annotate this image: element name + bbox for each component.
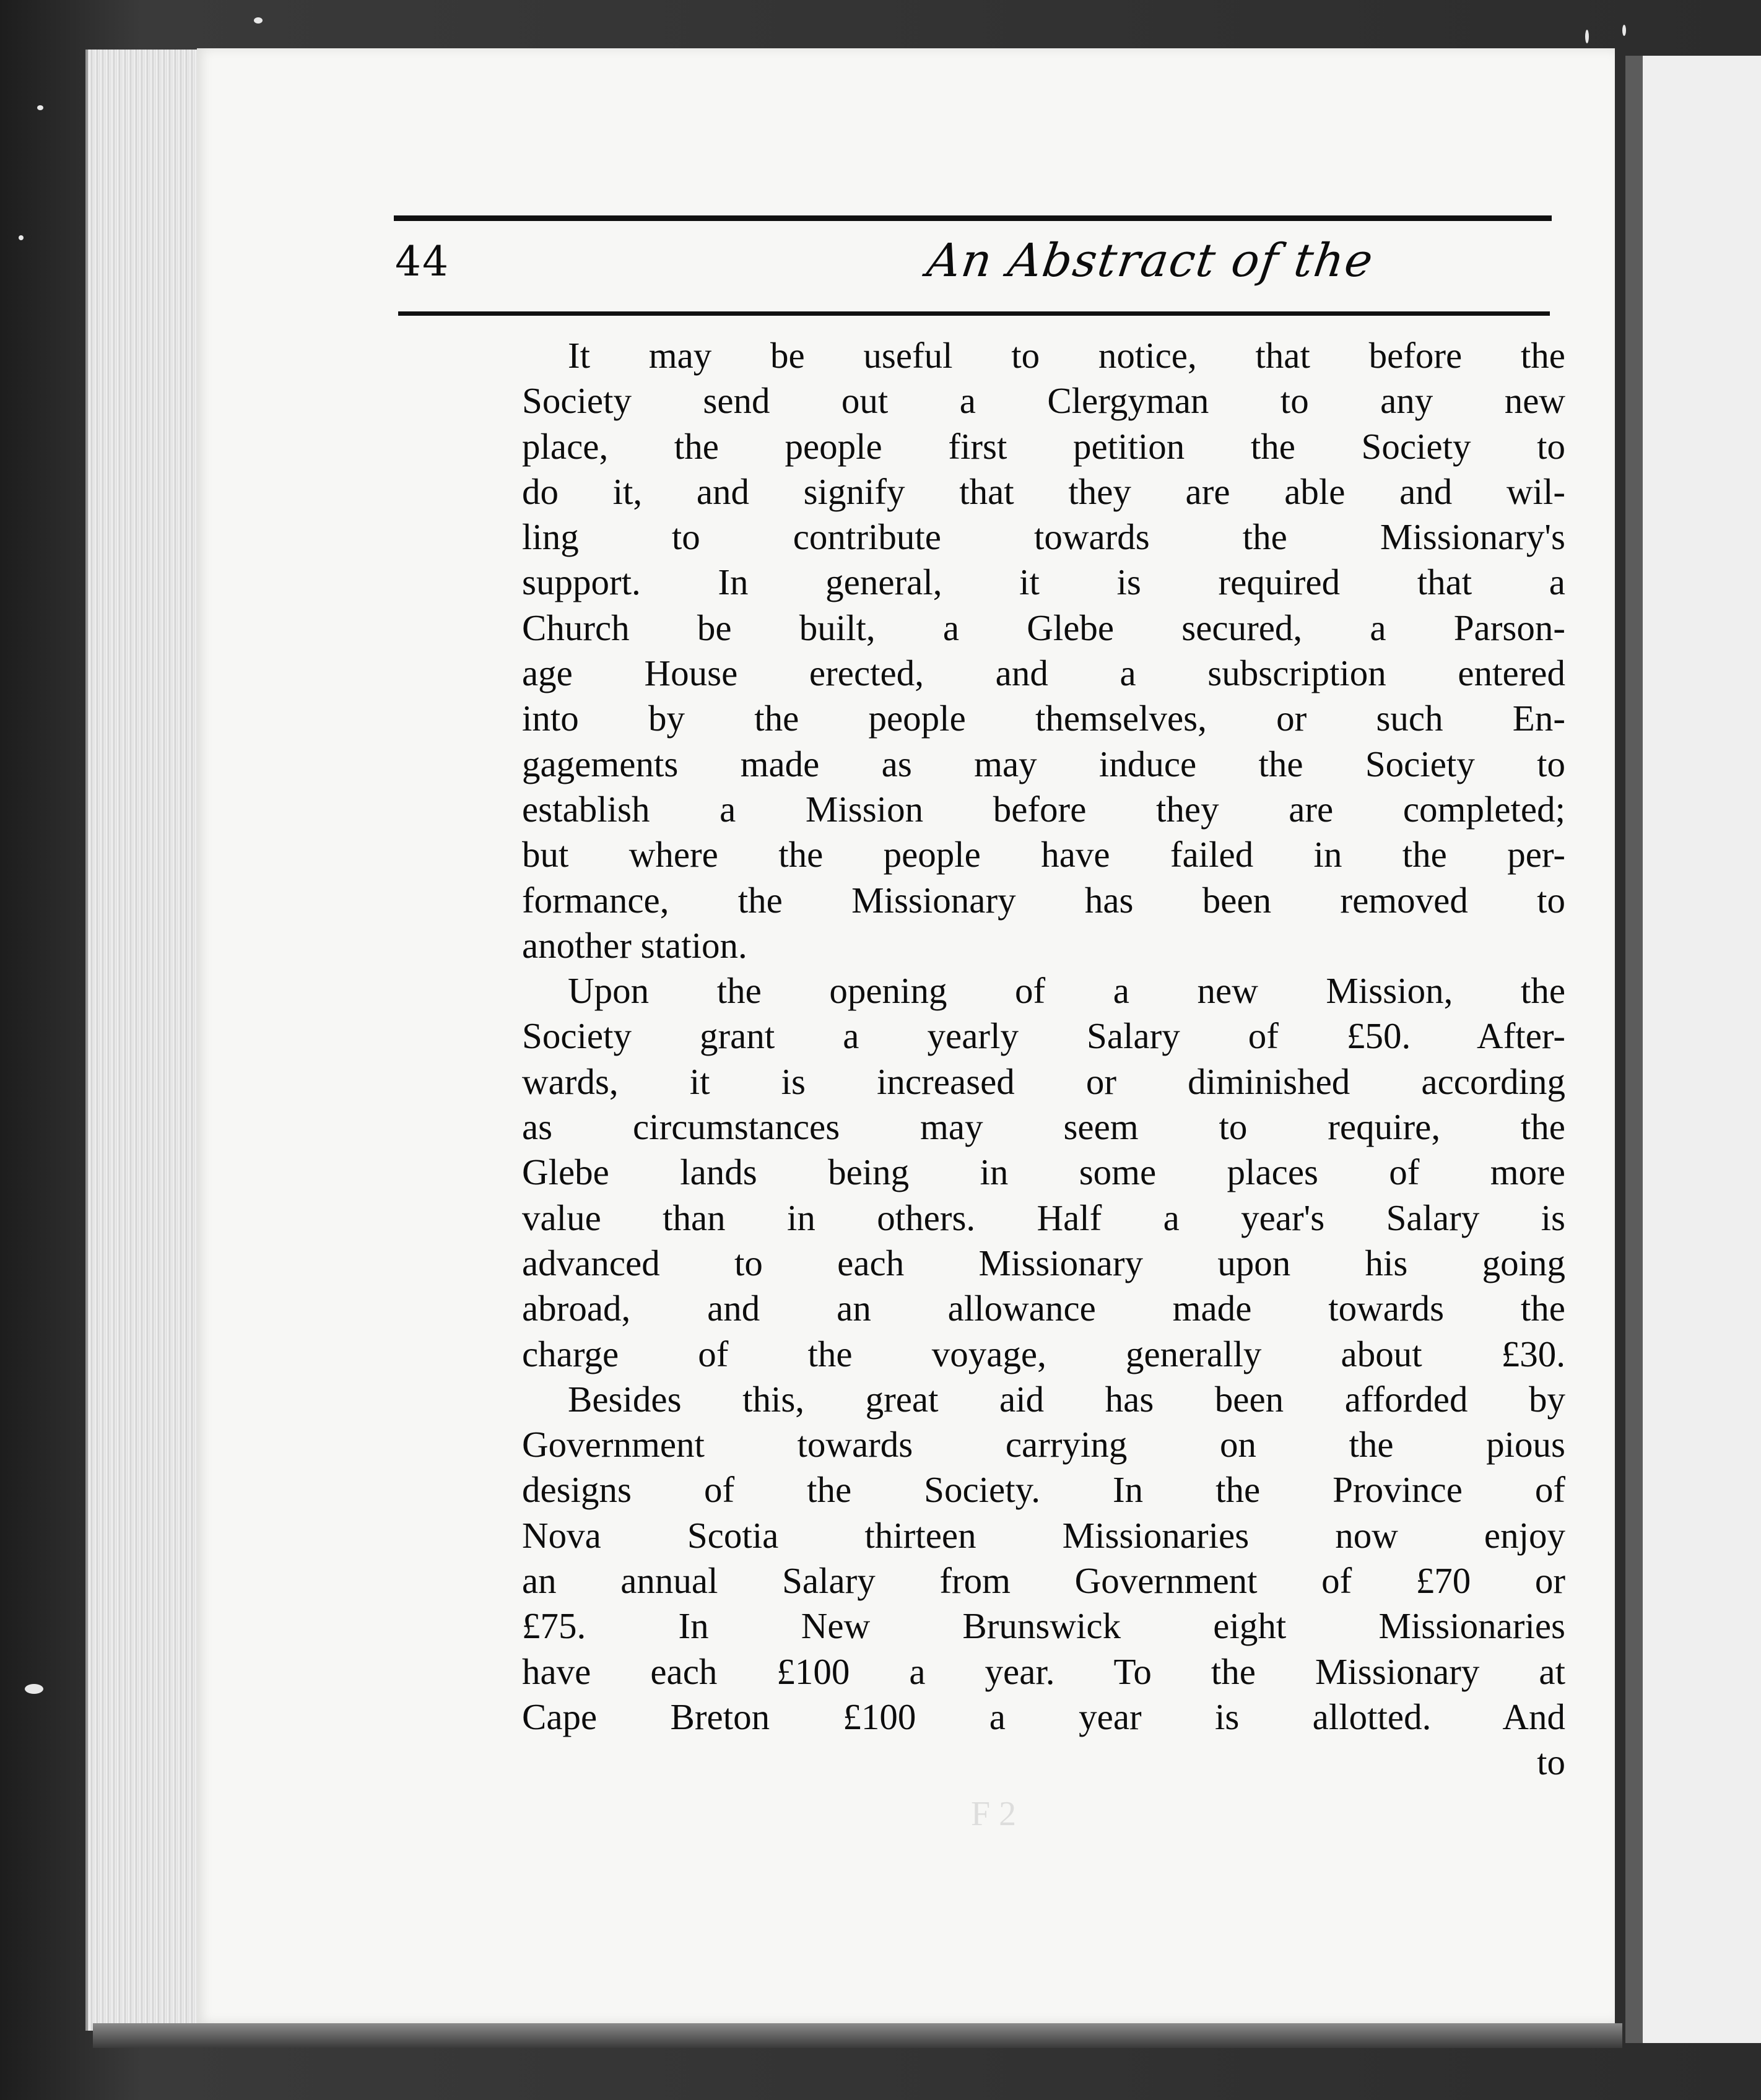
page-bottom-shadow <box>93 2023 1622 2048</box>
header-rule-bottom <box>398 311 1550 316</box>
text-line: gagements made as may induce the Society to <box>522 743 1565 784</box>
text-line: Government towards carrying on the pious <box>522 1424 1565 1465</box>
text-line: Cape Breton £100 a year is allotted. And <box>522 1696 1565 1737</box>
show-through-signature: F 2 <box>971 1795 1017 1833</box>
running-head <box>395 234 1547 290</box>
page-number: 44 <box>395 238 450 285</box>
dust-speck <box>25 1684 43 1694</box>
text-line: £75. In New Brunswick eight Missionaries <box>522 1605 1565 1647</box>
text-line: formance, the Missionary has been removed to <box>522 879 1565 921</box>
text-line: have each £100 a year. To the Missionary at <box>522 1651 1565 1692</box>
text-line: value than in others. Half a year's Salary is <box>522 1197 1565 1238</box>
text-line: Nova Scotia thirteen Missionaries now enjoy <box>522 1514 1565 1556</box>
catchword: to <box>1537 1742 1565 1783</box>
text-line: as circumstances may seem to require, the <box>522 1106 1565 1148</box>
text-line: Glebe lands being in some places of more <box>522 1152 1565 1193</box>
text-line: Besides this, great aid has been afforded by <box>568 1378 1565 1420</box>
running-title: An Abstract of the <box>923 234 1378 287</box>
text-line: establish a Mission before they are completed; <box>522 788 1565 830</box>
dust-speck <box>254 17 263 24</box>
text-line: wards, it is increased or diminished according <box>522 1061 1565 1102</box>
text-line: do it, and signify that they are able and wil- <box>522 471 1565 512</box>
dust-speck <box>37 105 43 110</box>
text-line: designs of the Society. In the Province of <box>522 1469 1565 1511</box>
text-line: Upon the opening of a new Mission, the <box>568 970 1565 1012</box>
text-line: an annual Salary from Government of £70 or <box>522 1560 1565 1602</box>
facing-page-edge <box>1625 56 1761 2043</box>
text-line: place, the people first petition the Society to <box>522 425 1565 467</box>
text-line: It may be useful to notice, that before the <box>568 335 1565 376</box>
header-rule-top <box>394 215 1552 221</box>
text-line: age House erected, and a subscription entered <box>522 653 1565 694</box>
dust-speck <box>19 235 24 240</box>
text-line: Church be built, a Glebe secured, a Parson- <box>522 607 1565 648</box>
stacked-page-edges <box>85 50 212 2031</box>
text-line: but where the people have failed in the per- <box>522 834 1565 875</box>
body-text <box>522 333 1565 1785</box>
text-line: another station. <box>522 924 747 966</box>
text-line: into by the people themselves, or such En- <box>522 698 1565 739</box>
text-line: ling to contribute towards the Missionary's <box>522 516 1565 558</box>
text-line: Society send out a Clergyman to any new <box>522 380 1565 422</box>
paragraph-1 <box>522 333 1565 968</box>
text-line: support. In general, it is required that a <box>522 562 1565 603</box>
text-line: advanced to each Missionary upon his going <box>522 1242 1565 1283</box>
paragraph-3 <box>522 1377 1565 1785</box>
text-line: abroad, and an allowance made towards the <box>522 1288 1565 1329</box>
dust-speck <box>1622 25 1626 36</box>
book-page <box>197 48 1615 2023</box>
dust-speck <box>1585 30 1589 43</box>
text-line: Society grant a yearly Salary of £50. After- <box>522 1015 1565 1057</box>
text-line: charge of the voyage, generally about £30. <box>522 1333 1565 1374</box>
paragraph-2 <box>522 968 1565 1377</box>
